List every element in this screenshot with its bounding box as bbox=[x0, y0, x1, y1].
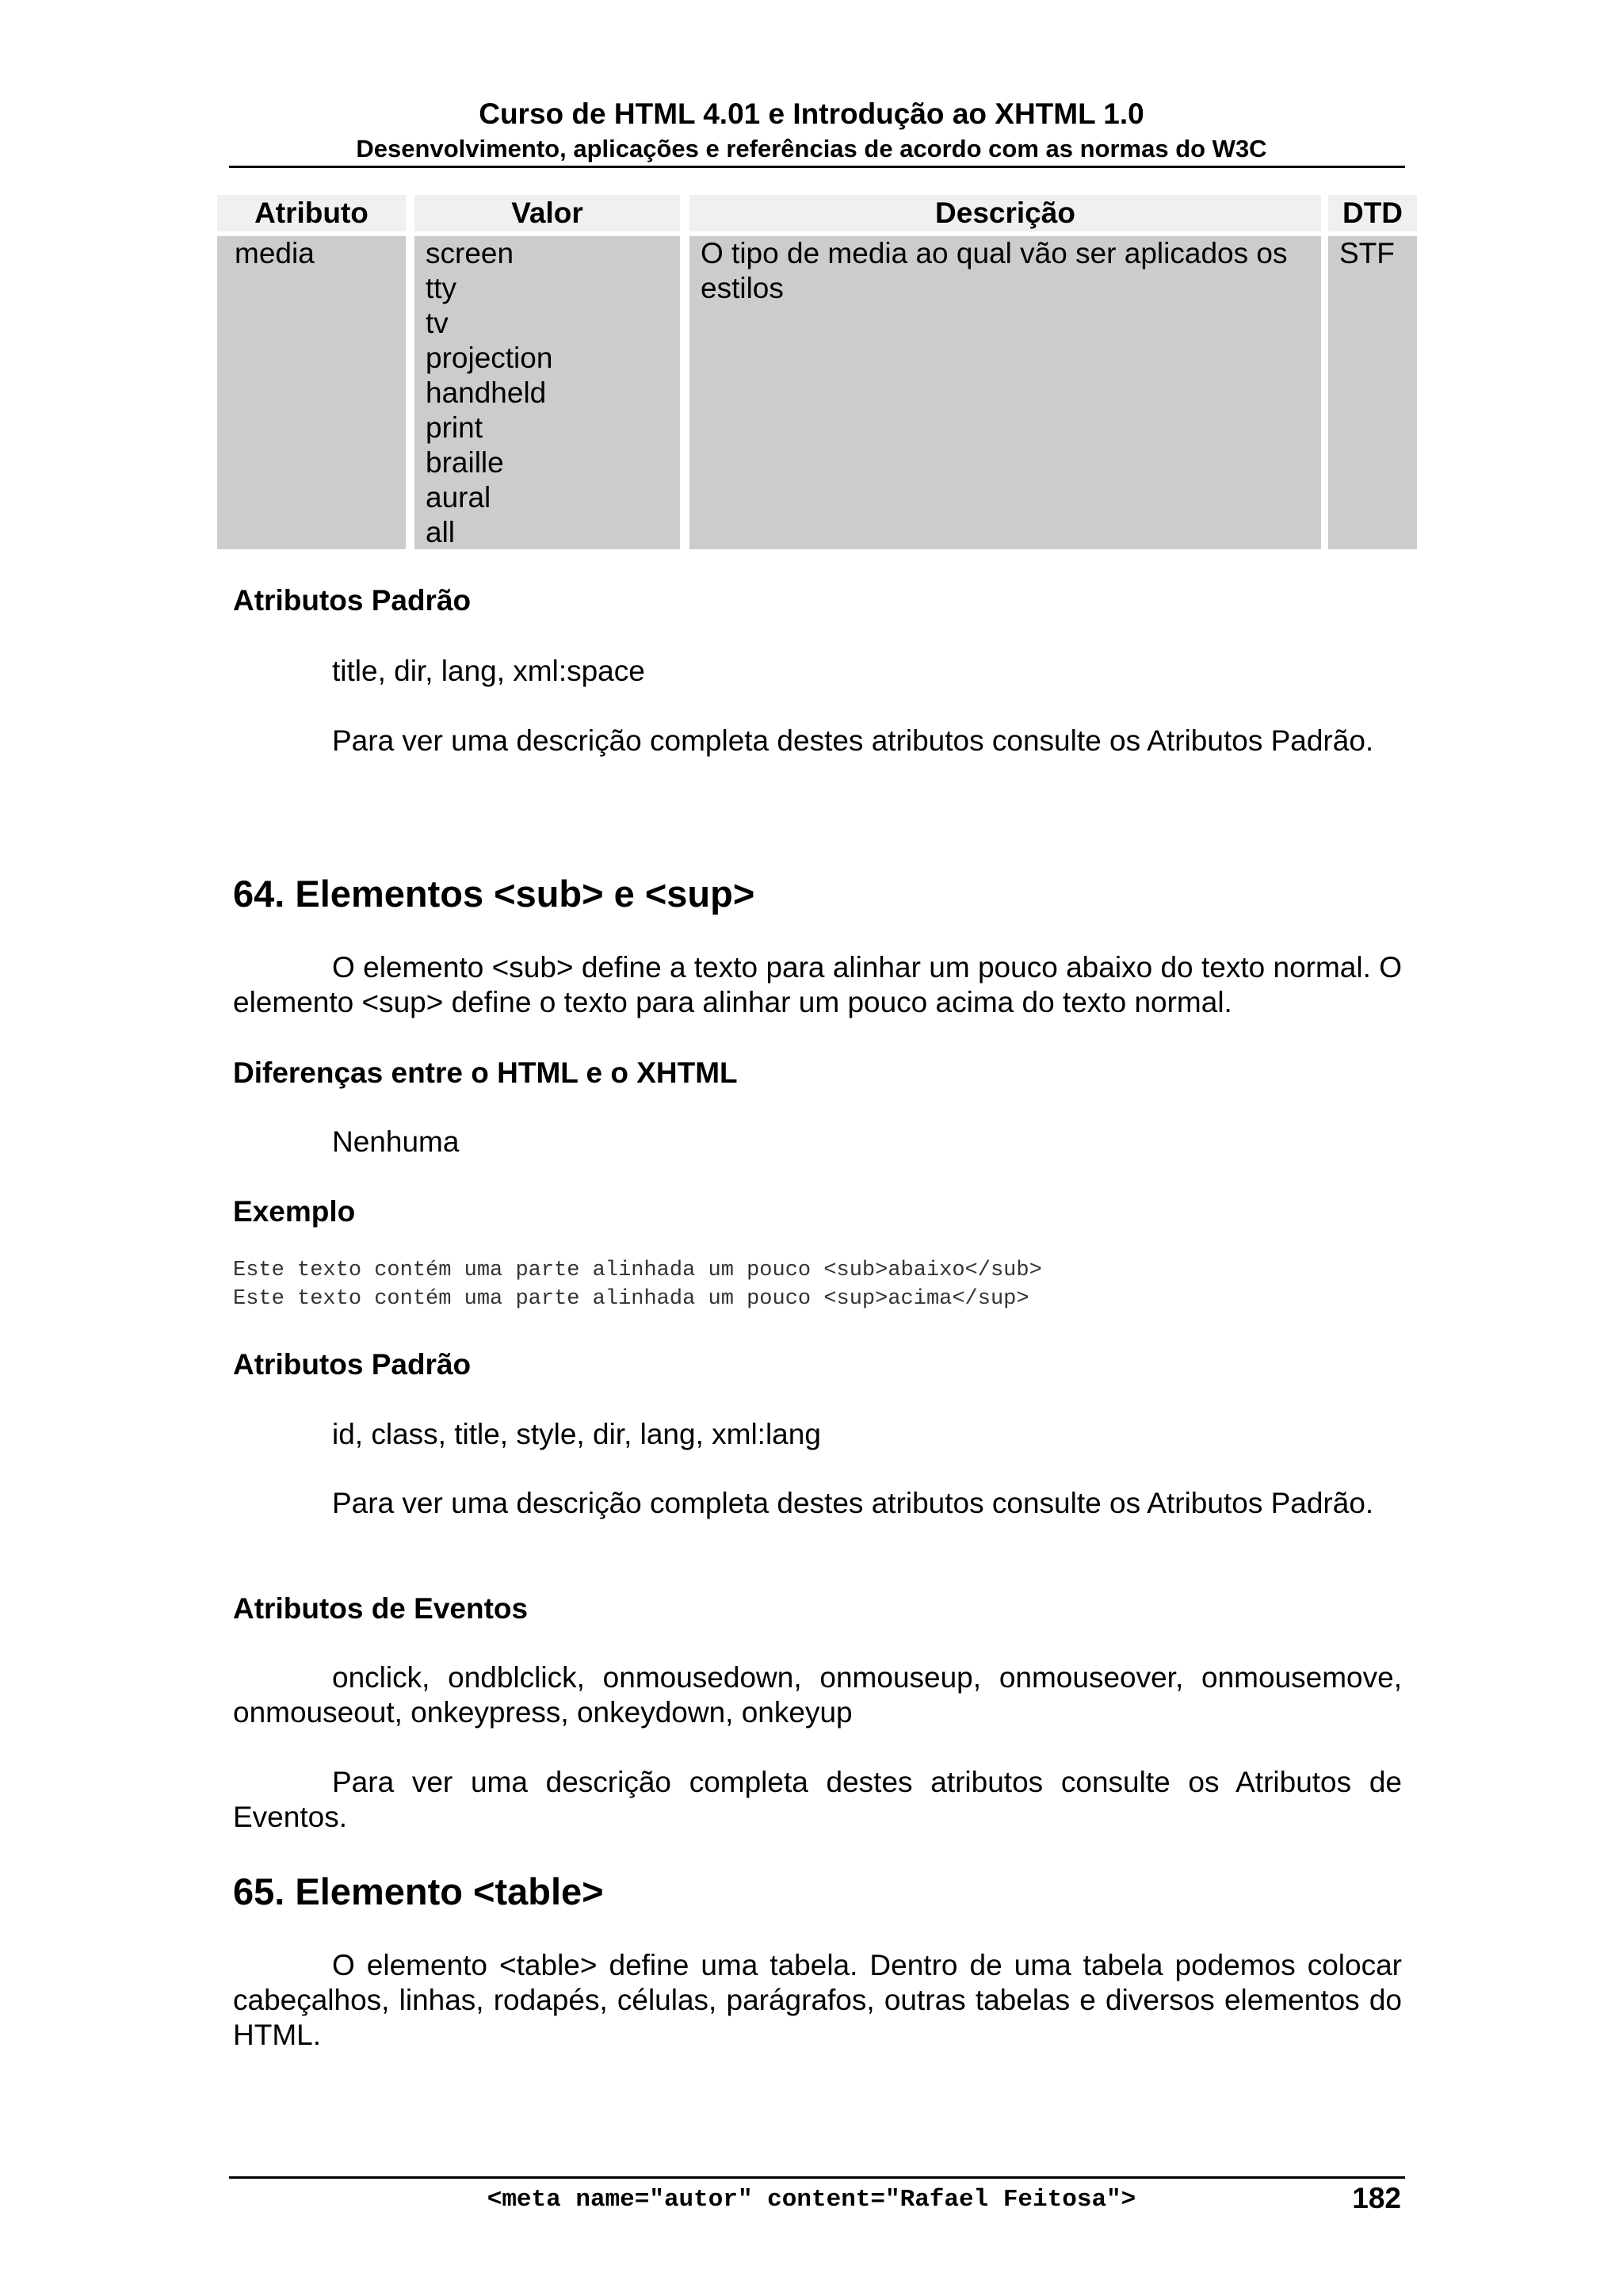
code-line: Este texto contém uma parte alinhada um pouco <sup>acima</sup> bbox=[233, 1287, 1029, 1311]
std-attrs-heading: Atributos Padrão bbox=[233, 584, 472, 617]
table-header-dtd: DTD bbox=[1328, 195, 1417, 231]
example-heading: Exemplo bbox=[233, 1195, 356, 1228]
value-item: aural bbox=[426, 481, 491, 514]
value-item: tty bbox=[426, 272, 457, 304]
value-item: handheld bbox=[426, 376, 547, 409]
code-line: Este texto contém uma parte alinhada um pouco <sub>abaixo</sub> bbox=[233, 1259, 1042, 1282]
diff-text: Nenhuma bbox=[332, 1125, 460, 1158]
value-item: all bbox=[426, 516, 456, 548]
event-attrs-list: onclick, ondblclick, onmousedown, onmouseup, onmouseover, onmousemove, onmouseout, onkeypress, onkeydown, onkeyup bbox=[233, 1661, 1402, 1729]
footer-text: <meta name="autor" content="Rafael Feitosa"> bbox=[487, 2186, 1136, 2214]
table-header-description: Descrição bbox=[689, 195, 1321, 231]
footer-divider bbox=[229, 2176, 1405, 2179]
std-attrs-note: Para ver uma descrição completa destes atributos consulte os Atributos Padrão. bbox=[332, 724, 1374, 757]
std-attrs-heading: Atributos Padrão bbox=[233, 1348, 472, 1381]
table-cell-description: O tipo de media ao qual vão ser aplicados os estilos bbox=[689, 236, 1321, 549]
std-attrs-list: id, class, title, style, dir, lang, xml:lang bbox=[332, 1418, 821, 1450]
std-attrs-list: title, dir, lang, xml:space bbox=[332, 655, 645, 687]
diff-heading: Diferenças entre o HTML e o XHTML bbox=[233, 1056, 738, 1089]
value-item: print bbox=[426, 411, 483, 444]
section-64-intro: O elemento <sub> define a texto para alinhar um pouco abaixo do texto normal. O elemento <sup> define o texto para alinhar um pouco acima do texto normal. bbox=[233, 951, 1402, 1018]
table-header-attribute: Atributo bbox=[217, 195, 406, 231]
event-attrs-heading: Atributos de Eventos bbox=[233, 1592, 529, 1625]
value-item: tv bbox=[426, 307, 449, 339]
document-subtitle: Desenvolvimento, aplicações e referências de acordo com as normas do W3C bbox=[356, 135, 1267, 162]
section-65-heading: 65. Elemento <table> bbox=[233, 1870, 604, 1912]
table-cell-values bbox=[414, 236, 680, 549]
value-item: braille bbox=[426, 446, 504, 479]
page-number: 182 bbox=[1352, 2182, 1401, 2214]
section-64-heading: 64. Elementos <sub> e <sup> bbox=[233, 873, 755, 915]
header-divider bbox=[229, 166, 1405, 168]
std-attrs-note: Para ver uma descrição completa destes atributos consulte os Atributos Padrão. bbox=[332, 1487, 1374, 1519]
value-item: screen bbox=[426, 237, 514, 269]
value-item: projection bbox=[426, 342, 553, 374]
table-header-value: Valor bbox=[414, 195, 680, 231]
event-attrs-note: Para ver uma descrição completa destes atributos consulte os Atributos de Eventos. bbox=[233, 1766, 1402, 1833]
table-cell-attribute: media bbox=[217, 236, 406, 549]
document-title: Curso de HTML 4.01 e Introdução ao XHTML 1.0 bbox=[479, 97, 1144, 130]
section-65-intro: O elemento <table> define uma tabela. Dentro de uma tabela podemos colocar cabeçalhos, linhas, rodapés, células, parágrafos, outras tabelas e diversos elementos do HTML. bbox=[233, 1949, 1402, 2051]
table-cell-dtd: STF bbox=[1328, 236, 1417, 549]
